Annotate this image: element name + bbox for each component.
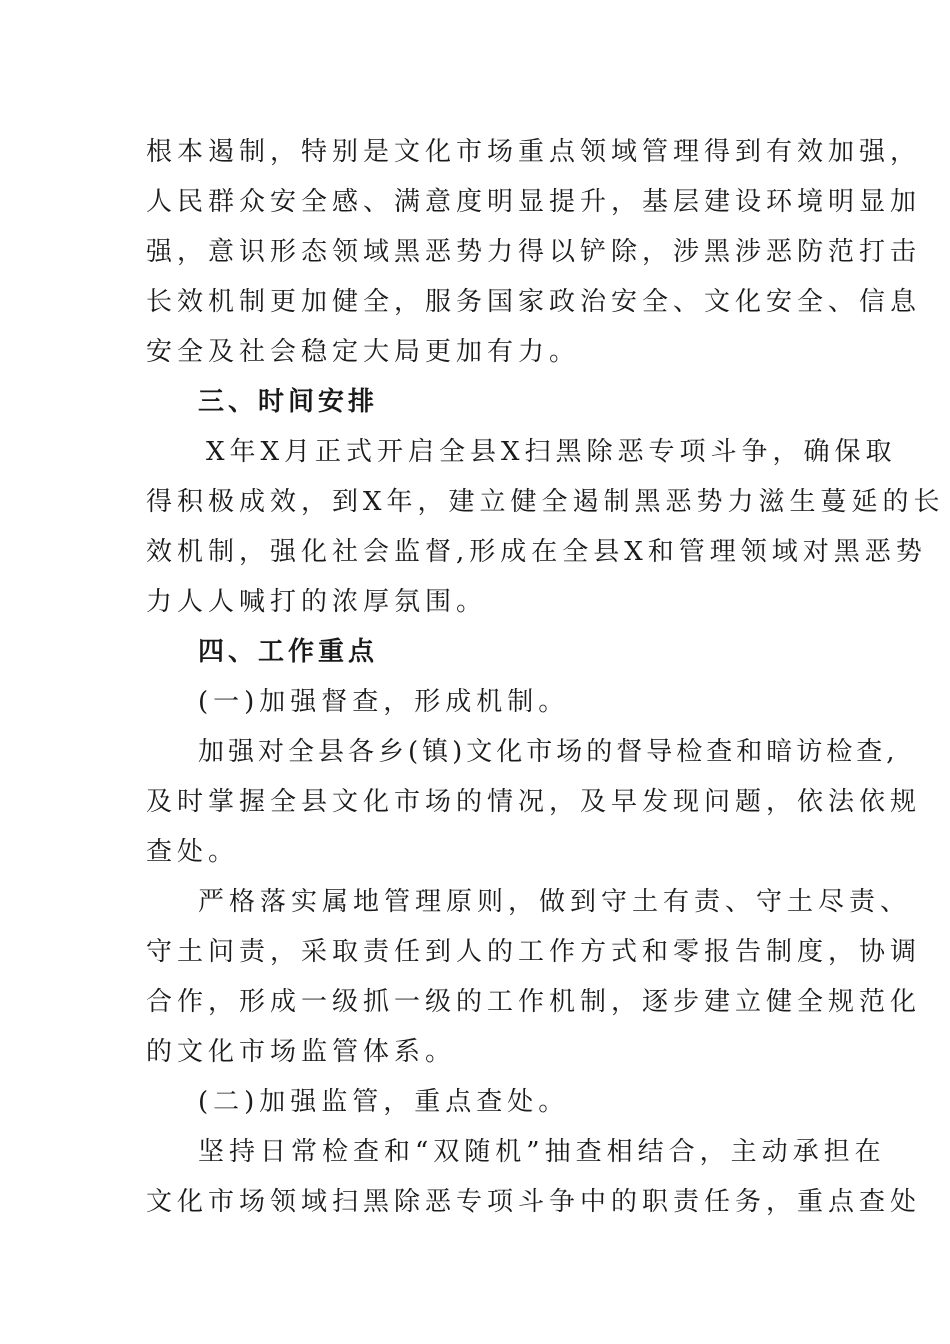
body-text-line: 人民群众安全感、满意度明显提升，基层建设环境明显加 xyxy=(146,187,922,217)
subheading-line: (一)加强督查，形成机制。 xyxy=(198,687,570,717)
body-text-line: 得积极成效，到X年，建立健全遏制黑恶势力滋生蔓延的长 xyxy=(146,487,945,517)
body-text-line: 合作，形成一级抓一级的工作机制，逐步建立健全规范化 xyxy=(146,987,922,1017)
body-text-line: 文化市场领域扫黑除恶专项斗争中的职责任务，重点查处 xyxy=(146,1187,922,1217)
body-text-line: 力人人喊打的浓厚氛围。 xyxy=(146,587,488,617)
body-text-line: 守土问责，采取责任到人的工作方式和零报告制度，协调 xyxy=(146,937,922,967)
body-text-line: 查处。 xyxy=(146,837,240,867)
body-text-line: 安全及社会稳定大局更加有力。 xyxy=(146,337,581,367)
body-text-line: 及时掌握全县文化市场的情况，及早发现问题，依法依规 xyxy=(146,787,922,817)
body-text-line: 效机制，强化社会监督,形成在全县X和管理领域对黑恶势 xyxy=(146,537,927,567)
body-text-line: 长效机制更加健全，服务国家政治安全、文化安全、信息 xyxy=(146,287,922,317)
section-heading-work-focus: 四、工作重点 xyxy=(198,637,379,667)
body-text-line: 加强对全县各乡(镇)文化市场的督导检查和暗访检查, xyxy=(198,737,899,767)
body-text-line: 根本遏制，特别是文化市场重点领域管理得到有效加强， xyxy=(146,137,922,167)
body-text-line: 强，意识形态领域黑恶势力得以铲除，涉黑涉恶防范打击 xyxy=(146,237,922,267)
body-text-line: 的文化市场监管体系。 xyxy=(146,1037,457,1067)
section-heading-time-schedule: 三、时间安排 xyxy=(198,387,379,417)
body-text-line: 严格落实属地管理原则，做到守土有责、守土尽责、 xyxy=(198,887,912,917)
body-text-line: 坚持日常检查和“双随机”抽查相结合，主动承担在 xyxy=(198,1137,886,1167)
subheading-line: (二)加强监管，重点查处。 xyxy=(198,1087,570,1117)
body-text-line: X年X月正式开启全县X扫黑除恶专项斗争，确保取 xyxy=(206,437,897,467)
